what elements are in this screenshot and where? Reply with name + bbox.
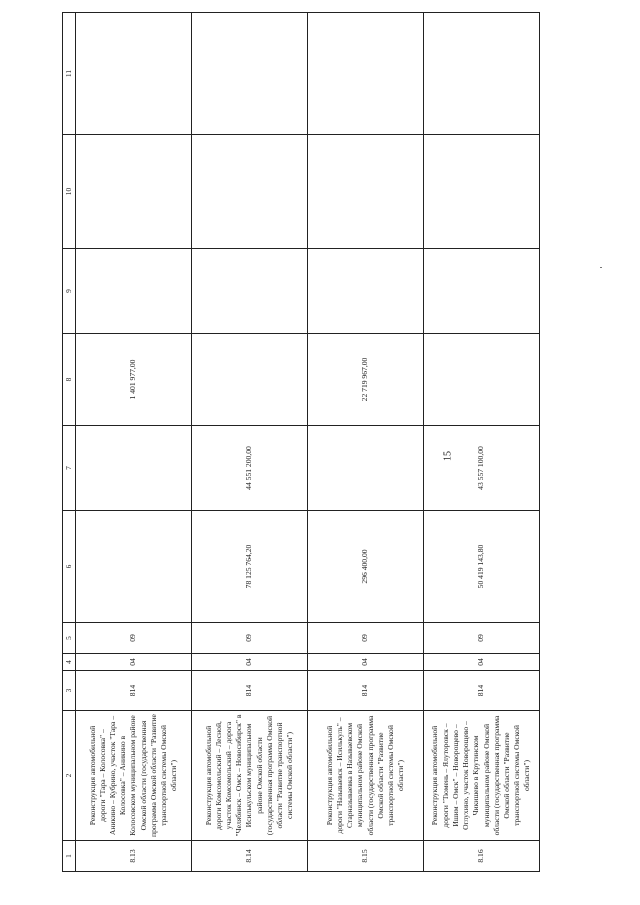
amount-col-8: 22 719 967,00	[308, 334, 424, 426]
amount-col-6: 296 400,00	[308, 511, 424, 623]
column-number: 11	[63, 13, 76, 135]
amount-col-11	[308, 13, 424, 135]
amount-col-11	[424, 13, 540, 135]
column-number: 5	[63, 623, 76, 654]
column-number: 10	[63, 135, 76, 249]
amount-col-6	[76, 511, 192, 623]
amount-col-6: 78 125 764,20	[192, 511, 308, 623]
row-number: 8.15	[308, 841, 424, 872]
rotated-table-container	[62, 13, 532, 872]
amount-col-7	[76, 426, 192, 511]
subsection-code: 09	[192, 623, 308, 654]
subsection-code: 09	[308, 623, 424, 654]
table-row	[424, 13, 540, 872]
column-number: 2	[63, 711, 76, 841]
column-number: 7	[63, 426, 76, 511]
row-description: Реконструкция автомобильной дороги "Называевск – Исилькуль" – Старназываевка в Называевском муниципальном районе Омской области (государственная программа Омской области "Развитие транспортной системы Омской области")	[308, 711, 424, 841]
section-code: 04	[76, 654, 192, 671]
section-code: 04	[308, 654, 424, 671]
amount-col-9	[424, 249, 540, 334]
dept-code: 814	[308, 671, 424, 711]
amount-col-10	[192, 135, 308, 249]
column-numbers-row	[63, 13, 76, 872]
amount-col-11	[76, 13, 192, 135]
column-number: 4	[63, 654, 76, 671]
amount-col-10	[308, 135, 424, 249]
amount-col-10	[76, 135, 192, 249]
table-row	[192, 13, 308, 872]
dept-code: 814	[76, 671, 192, 711]
budget-table	[62, 12, 540, 872]
amount-col-8	[424, 334, 540, 426]
column-number: 1	[63, 841, 76, 872]
row-description: Реконструкция автомобильной дороги "Тара – Колосовка" – Аникино – Кубрино, участок "Тара – Колосовка" – Аникино в Колосовском муниципальном районе Омской области (государственная программа Омской области "Развитие транспортной системы Омской области")	[76, 711, 192, 841]
column-number: 8	[63, 334, 76, 426]
section-code: 04	[192, 654, 308, 671]
section-code: 04	[424, 654, 540, 671]
row-description: Реконструкция автомобильной дороги Комсомольский – Лесной, участок Комсомольский – дорога "Челябинск – Омск – Новосибирск" в Исилькульском муниципальном районе Омской области (государственная программа Омской области "Развитие транспортной системы Омской области")	[192, 711, 308, 841]
dept-code: 814	[424, 671, 540, 711]
table-row	[308, 13, 424, 872]
amount-col-8: 1 401 977,00	[76, 334, 192, 426]
amount-col-7: 43 557 100,00	[424, 426, 540, 511]
column-number: 6	[63, 511, 76, 623]
amount-col-9	[192, 249, 308, 334]
amount-col-9	[76, 249, 192, 334]
amount-col-6: 50 419 143,80	[424, 511, 540, 623]
row-description: Реконструкция автомобильной дороги "Тюмень – Ялуторовск – Ишим – Омск" – Новорощево – Оглухино, участок Новорощево – Чикишево в Крутинском муниципальном районе Омской области (государственная программа Омской области "Развитие транспортной системы Омской области")	[424, 711, 540, 841]
column-number: 9	[63, 249, 76, 334]
row-number: 8.14	[192, 841, 308, 872]
row-number: 8.13	[76, 841, 192, 872]
amount-col-11	[192, 13, 308, 135]
amount-col-10	[424, 135, 540, 249]
column-number: 3	[63, 671, 76, 711]
page-number: 15	[442, 451, 454, 461]
subsection-code: 09	[76, 623, 192, 654]
table-row	[76, 13, 192, 872]
row-number: 8.16	[424, 841, 540, 872]
subsection-code: 09	[424, 623, 540, 654]
amount-col-9	[308, 249, 424, 334]
amount-col-7	[308, 426, 424, 511]
stray-mark	[600, 267, 602, 268]
amount-col-8	[192, 334, 308, 426]
dept-code: 814	[192, 671, 308, 711]
amount-col-7: 44 551 200,00	[192, 426, 308, 511]
